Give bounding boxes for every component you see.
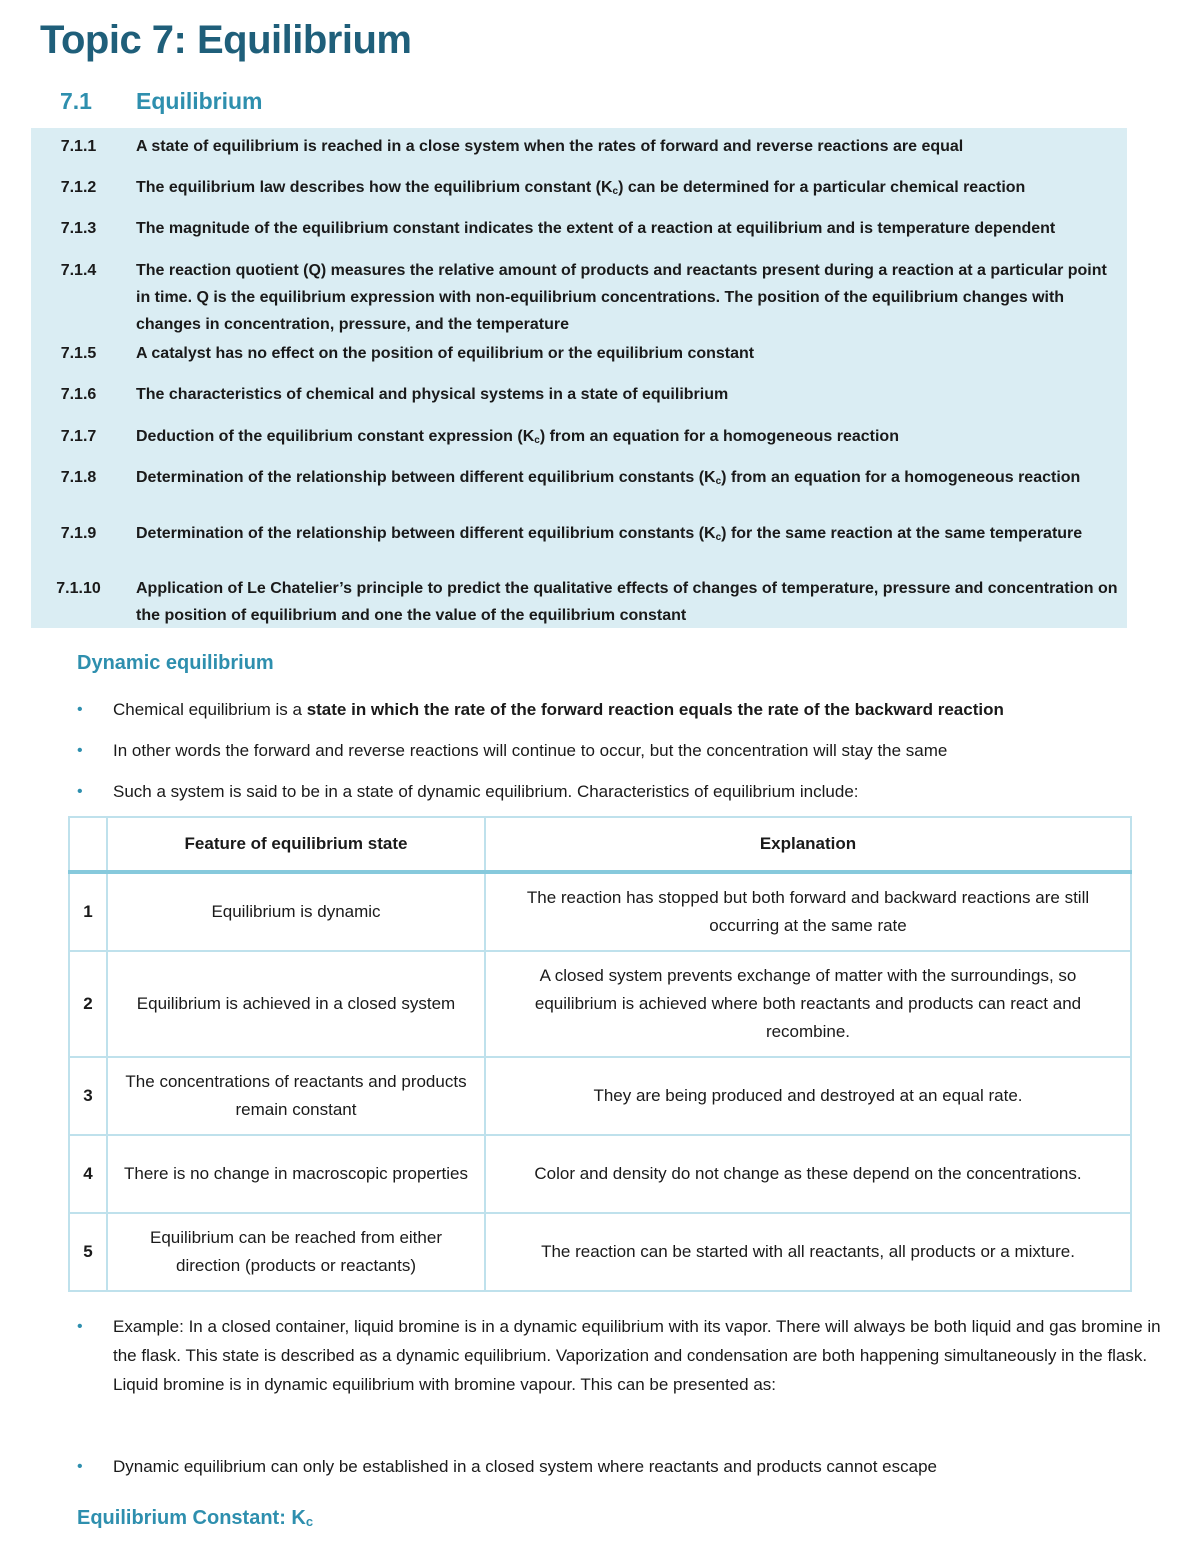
objective-number: 7.1.2 [60,179,97,196]
section-heading [60,88,263,115]
equilibrium-constant-heading: Equilibrium Constant: Kc [77,1507,314,1529]
objective-number: 7.1.4 [60,262,97,279]
table-row [69,1057,1131,1135]
objective-number: 7.1.7 [60,428,97,445]
dynamic-equilibrium-heading: Dynamic equilibrium [77,652,274,674]
section-title: Equilibrium [136,88,263,114]
objective-text: The equilibrium law describes how the equilibrium constant $(K_c)$ can be determined for a particular chemical reaction [136,179,1026,197]
bullet-icon: • [77,1458,83,1475]
row-index: 5 [69,1213,107,1291]
explanation-cell: The reaction can be started with all reactants, all products or a mixture. [485,1213,1131,1291]
explanation-cell: A closed system prevents exchange of matter with the surroundings, so equilibrium is achieved where both reactants and products can react and recombine. [485,951,1131,1057]
table-row [69,872,1131,951]
learning-objectives-box [31,128,1127,628]
row-index: 4 [69,1135,107,1213]
bullet-text: In other words the forward and reverse reactions will continue to occur, but the concentration will stay the same [113,741,948,760]
bullet-text: Chemical equilibrium is a state in which the rate of the forward reaction equals the rate of the backward reaction [113,700,1004,719]
bullet-icon: • [77,783,83,800]
row-index: 1 [69,872,107,951]
table-row [69,1135,1131,1213]
feature-cell: Equilibrium is dynamic [107,872,485,951]
objective-text: Application of Le Chatelier’s principle to predict the qualitative effects of changes of temperature, pressure and concentration on the position of equilibrium and one the value of the equilibrium constant [136,580,1118,624]
bullet-text: Such a system is said to be in a state of dynamic equilibrium. Characteristics of equilibrium include: [113,782,859,801]
table-row [69,951,1131,1057]
table-header-explanation: Explanation [485,817,1131,872]
objective-text: The characteristics of chemical and physical systems in a state of equilibrium [136,386,729,403]
feature-cell: Equilibrium is achieved in a closed system [107,951,485,1057]
bullet-icon: • [77,1318,83,1335]
bullet-icon: • [77,742,83,759]
bullet-text: Example: In a closed container, liquid bromine is in a dynamic equilibrium with its vapor. There will always be both liquid and gas bromine in the flask. This state is described as a dynamic equilibrium. Vaporization and condensation are both happening simultaneously in the flask. Liquid bromine is in dynamic equilibrium with bromine vapour. This can be presented as: [113,1317,1161,1394]
objective-text: The reaction quotient (Q) measures the relative amount of products and reactants present during a reaction at a particular point in time. Q is the equilibrium expression with non-equilibrium concentrations. The position of the equilibrium changes with changes in concentration, pressure, and the temperature [136,262,1107,333]
feature-cell: The concentrations of reactants and products remain constant [107,1057,485,1135]
objective-text: A state of equilibrium is reached in a close system when the rates of forward and reverse reactions are equal [136,138,964,155]
objective-text: A catalyst has no effect on the position of equilibrium or the equilibrium constant [136,345,755,362]
bullet-icon: • [77,701,83,718]
objective-number: 7.1.5 [60,345,97,362]
objective-number: 7.1.9 [60,525,97,542]
objective-number: 7.1.1 [60,138,97,155]
explanation-cell: Color and density do not change as these depend on the concentrations. [485,1135,1131,1213]
objective-text: Deduction of the equilibrium constant expression $(K_c)$ from an equation for a homogeneous reaction [136,428,899,446]
objective-text: The magnitude of the equilibrium constant indicates the extent of a reaction at equilibrium and is temperature dependent [136,220,1056,237]
equilibrium-features-table [68,816,1132,1292]
table-header-feature: Feature of equilibrium state [107,817,485,872]
objective-number: 7.1.10 [56,580,101,597]
explanation-cell: They are being produced and destroyed at an equal rate. [485,1057,1131,1135]
bullet-text: Dynamic equilibrium can only be established in a closed system where reactants and products cannot escape [113,1457,938,1476]
objective-number: 7.1.8 [60,469,97,486]
table-row [69,1213,1131,1291]
objective-number: 7.1.6 [60,386,97,403]
objective-number: 7.1.3 [60,220,97,237]
table-header-row [69,817,1131,872]
objective-text: Determination of the relationship between different equilibrium constants $(K_c)$ from an equation for a homogeneous reaction [136,469,1081,487]
feature-cell: There is no change in macroscopic properties [107,1135,485,1213]
page-title: Topic 7: Equilibrium [40,18,412,62]
row-index: 3 [69,1057,107,1135]
explanation-cell: The reaction has stopped but both forward and backward reactions are still occurring at the same rate [485,872,1131,951]
table-header-index [69,817,107,872]
feature-cell: Equilibrium can be reached from either direction (products or reactants) [107,1213,485,1291]
row-index: 2 [69,951,107,1057]
objective-text: Determination of the relationship between different equilibrium constants $(K_c)$ for the same reaction at the same temperature [136,525,1083,543]
section-number: 7.1 [60,88,92,114]
